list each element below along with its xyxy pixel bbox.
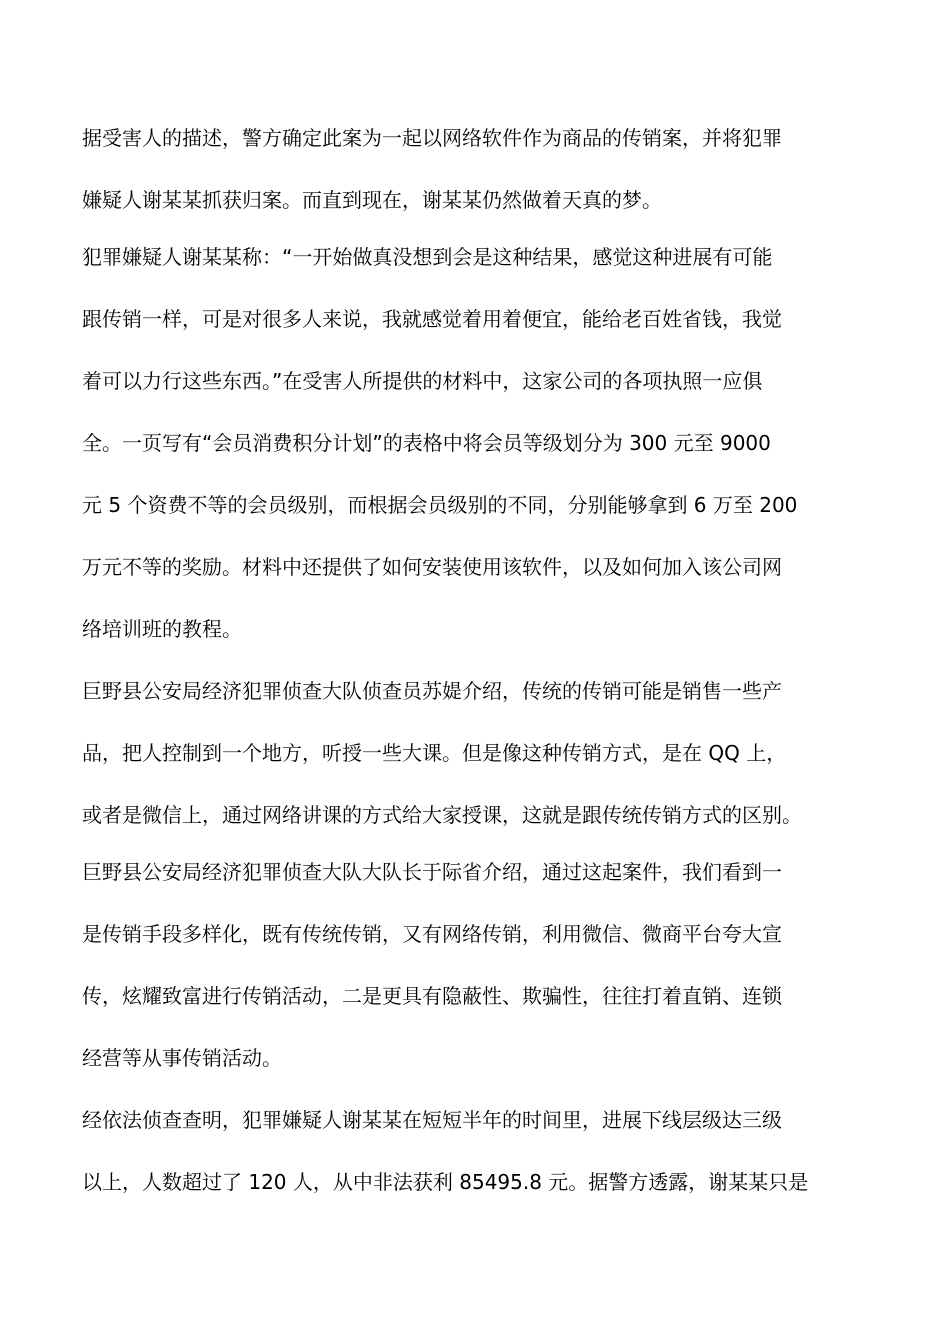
text-line: 全。一页写有“会员消费积分计划”的表格中将会员等级划分为 300 元至 9000 <box>82 431 771 455</box>
text-line: 万元不等的奖励。材料中还提供了如何安装使用该软件，以及如何加入该公司网 <box>82 555 782 579</box>
text-line: 传，炫耀致富进行传销活动，二是更具有隐蔽性、欺骗性，往往打着直销、连锁 <box>82 984 782 1008</box>
text-line: 以上，人数超过了 120 人，从中非法获利 85495.8 元。据警方透露，谢某某只是 <box>82 1170 809 1194</box>
text-line: 巨野县公安局经济犯罪侦查大队大队长于际省介绍，通过这起案件，我们看到一 <box>82 860 782 884</box>
text-line: 犯罪嫌疑人谢某某称：“一开始做真没想到会是这种结果，感觉这种进展有可能 <box>82 245 773 269</box>
text-line: 品，把人控制到一个地方，听授一些大课。但是像这种传销方式，是在 QQ 上， <box>82 741 787 765</box>
text-line: 着可以力行这些东西。”在受害人所提供的材料中，这家公司的各项执照一应俱 <box>82 369 763 393</box>
text-line: 是传销手段多样化，既有传统传销，又有网络传销，利用微信、微商平台夸大宣 <box>82 922 782 946</box>
text-line: 嫌疑人谢某某抓获归案。而直到现在，谢某某仍然做着天真的梦。 <box>82 188 662 212</box>
text-line: 跟传销一样，可是对很多人来说，我就感觉着用着便宜，能给老百姓省钱，我觉 <box>82 307 782 331</box>
text-line: 或者是微信上，通过网络讲课的方式给大家授课，这就是跟传统传销方式的区别。 <box>82 803 802 827</box>
text-line: 经营等从事传销活动。 <box>82 1046 282 1070</box>
text-line: 经依法侦查查明，犯罪嫌疑人谢某某在短短半年的时间里，进展下线层级达三级 <box>82 1108 782 1132</box>
text-line: 元 5 个资费不等的会员级别，而根据会员级别的不同，分别能够拿到 6 万至 200 <box>82 493 798 517</box>
text-line: 络培训班的教程。 <box>82 617 242 641</box>
text-line: 据受害人的描述，警方确定此案为一起以网络软件作为商品的传销案，并将犯罪 <box>82 126 782 150</box>
text-line: 巨野县公安局经济犯罪侦查大队侦查员苏媞介绍，传统的传销可能是销售一些产 <box>82 679 782 703</box>
